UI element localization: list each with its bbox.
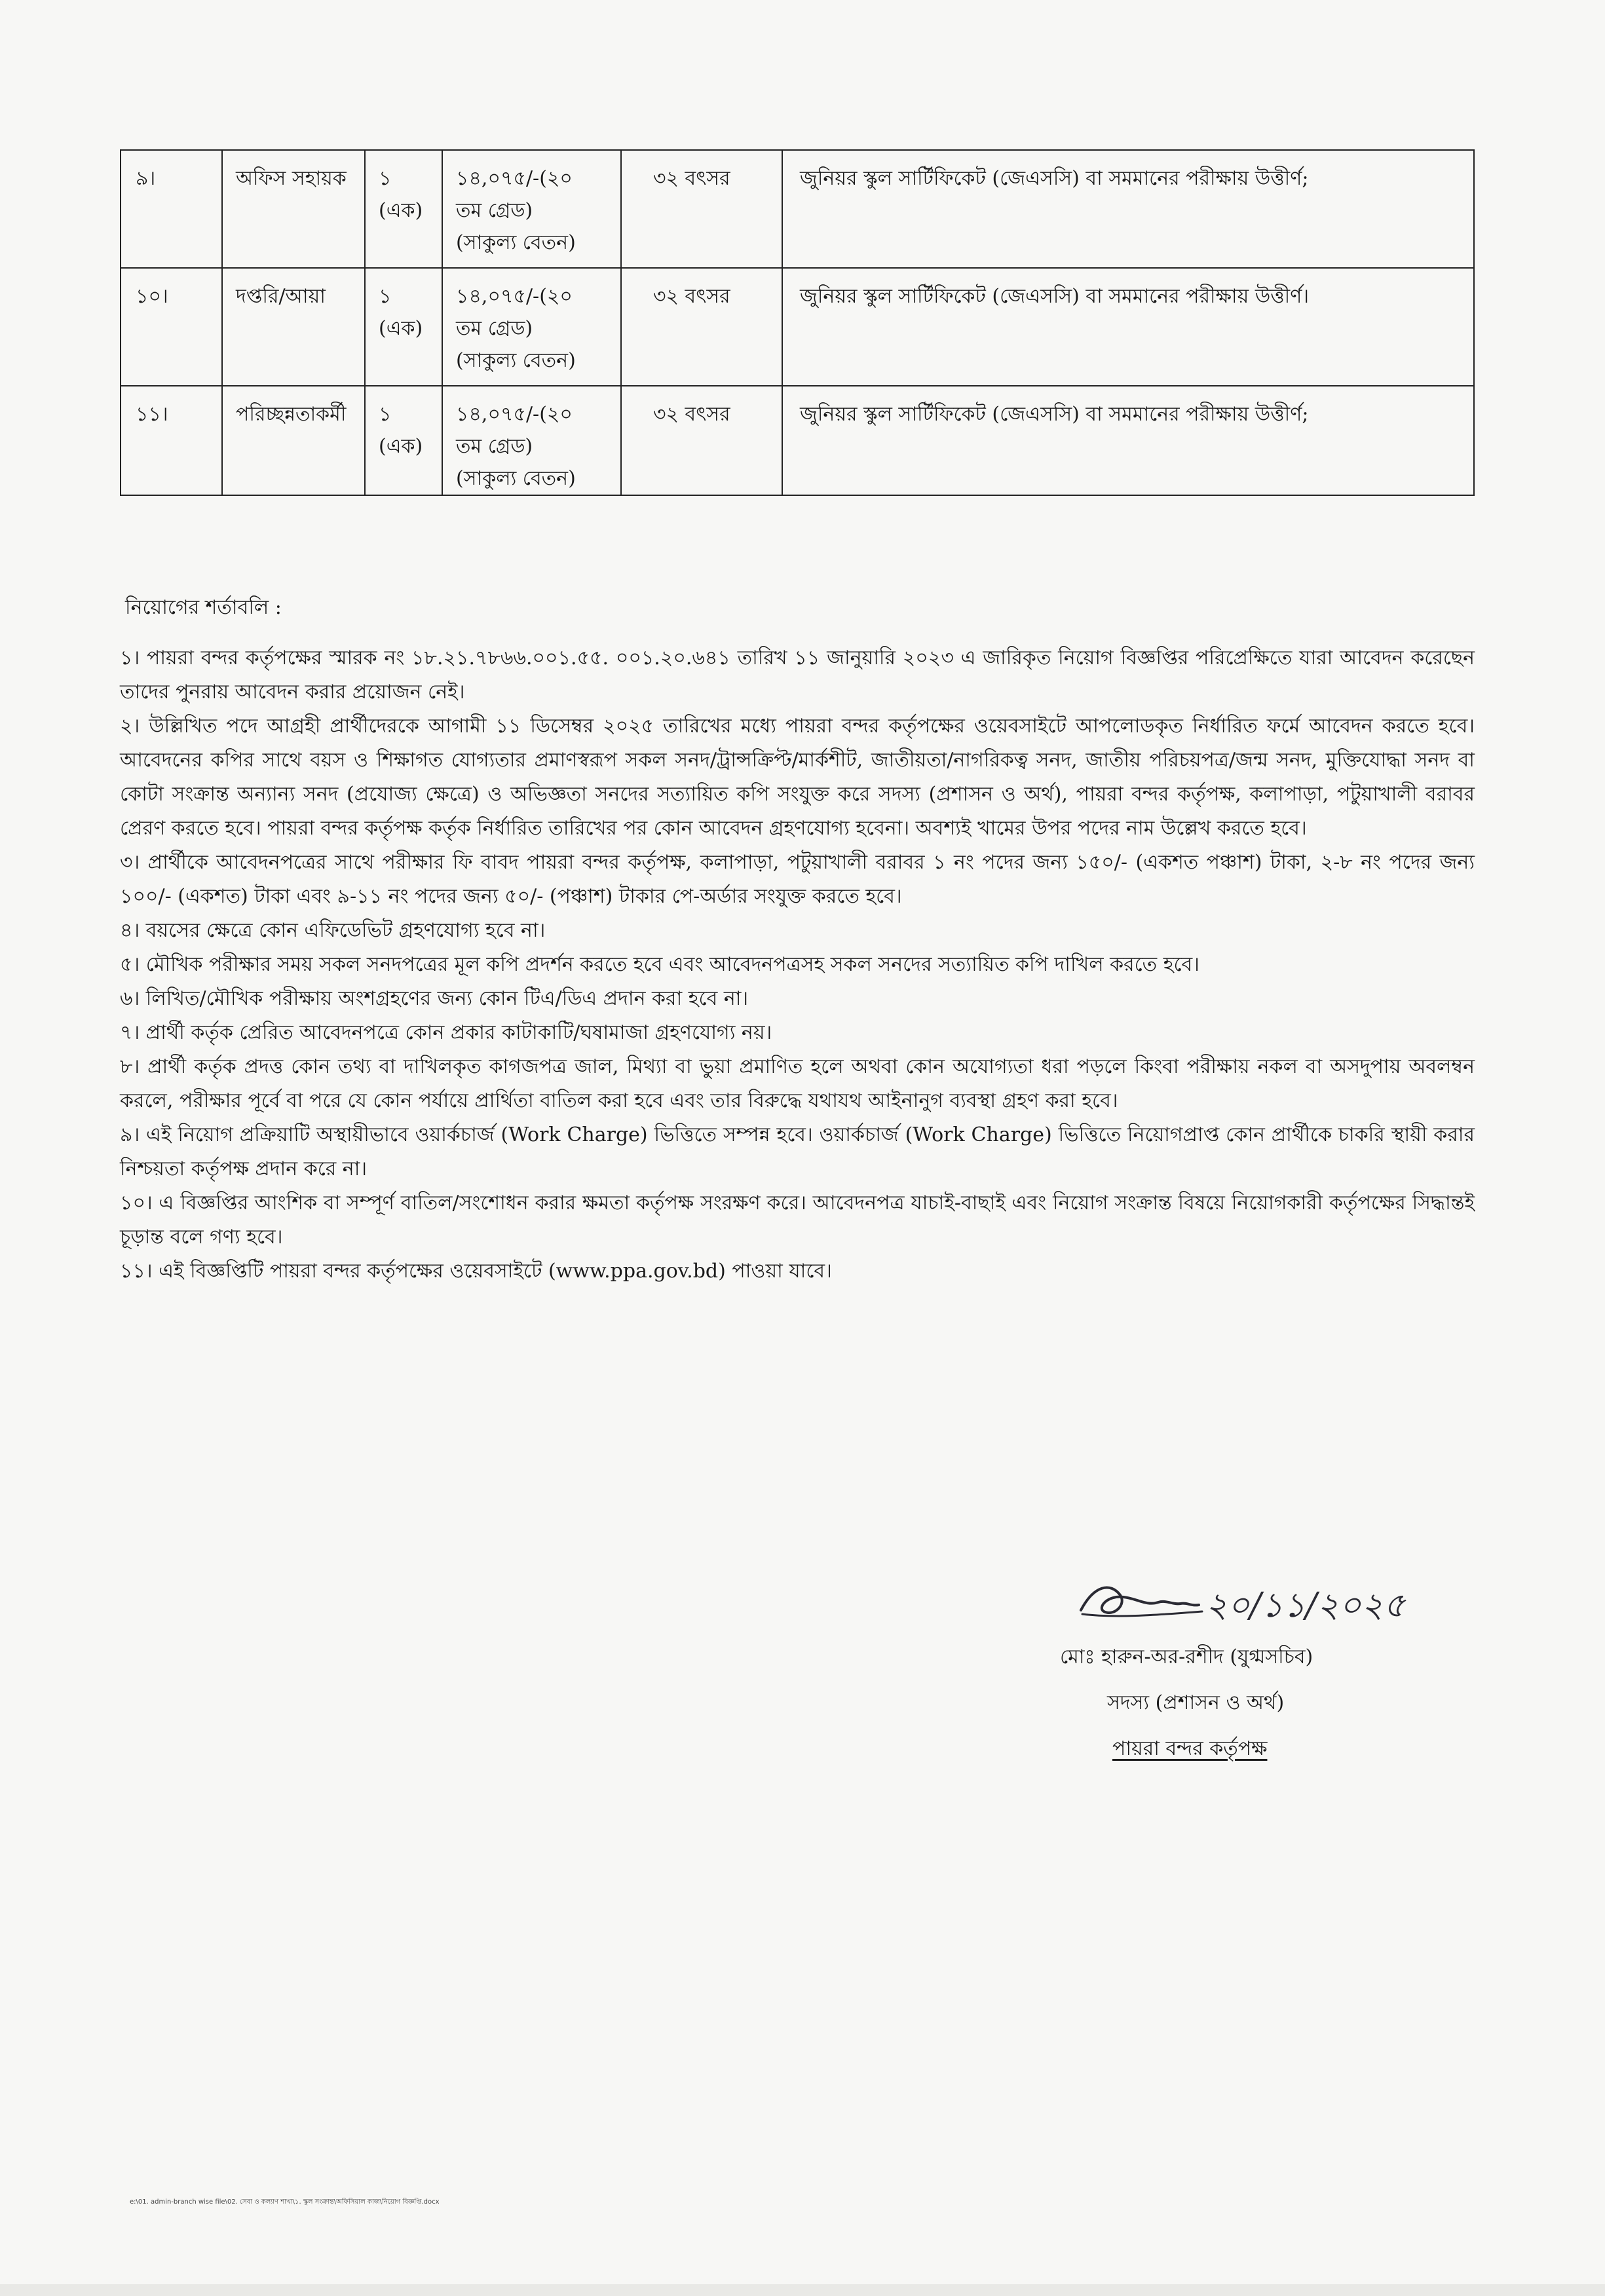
age-cell: ৩২ বৎসর bbox=[621, 268, 782, 386]
post-cell: অফিস সহায়ক bbox=[222, 150, 365, 268]
conditions-section bbox=[120, 591, 1475, 1289]
count-cell bbox=[365, 386, 442, 495]
pay-cell bbox=[442, 150, 621, 268]
pay-grade: তম গ্রেড) bbox=[456, 435, 533, 458]
count-number: ১ bbox=[379, 285, 392, 308]
table-row bbox=[121, 268, 1474, 386]
count-cell bbox=[365, 268, 442, 386]
signature-block bbox=[1015, 1559, 1474, 1775]
condition-item: ৩। প্রার্থীকে আবেদনপত্রের সাথে পরীক্ষার ফি বাবদ পায়রা বন্দর কর্তৃপক্ষ, কলাপাড়া, পটুয়াখালী বরাবর ১ নং পদের জন্য ১৫০/- (একশত পঞ্চাশ) টাকা, ২-৮ নং পদের জন্য ১০০/- (একশত) টাকা এবং ৯-১১ নং পদের জন্য ৫০/- (পঞ্চাশ) টাকার পে-অর্ডার সংযুক্ত করতে হবে। bbox=[120, 851, 1475, 908]
serial-cell: ১০। bbox=[121, 268, 222, 386]
serial-cell: ১১। bbox=[121, 386, 222, 495]
pay-amount: ১৪,০৭৫/-(২০ bbox=[456, 167, 573, 190]
signatory-name: মোঃ হারুন-অর-রশীদ (যুগ্মসচিব) bbox=[1060, 1646, 1313, 1668]
post-cell: পরিচ্ছন্নতাকর্মী bbox=[222, 386, 365, 495]
condition-item: ৮। প্রার্থী কর্তৃক প্রদত্ত কোন তথ্য বা দাখিলকৃত কাগজপত্র জাল, মিথ্যা বা ভুয়া প্রমাণিত হলে অথবা কোন অযোগ্যতা ধরা পড়লে কিংবা পরীক্ষায় নকল বা অসদুপায় অবলম্বন করলে, পরীক্ষার পূর্বে বা পরে যে কোন পর্যায়ে প্রার্থিতা বাতিল করা হবে এবং তার বিরুদ্ধে যথাযথ আইনানুগ ব্যবস্থা গ্রহণ করা হবে। bbox=[120, 1055, 1475, 1112]
pay-note: (সাকুল্য বেতন) bbox=[456, 467, 576, 490]
file-path-footer: e:\01. admin-branch wise file\02. সেবা ও কল্যাণ শাখা\১. স্কুল সংক্রান্ত\অফিসিয়াল কাজ\নিয়োগ বিজ্ঞপ্তি.docx bbox=[130, 2198, 440, 2206]
pay-amount: ১৪,০৭৫/-(২০ bbox=[456, 285, 573, 308]
age-cell: ৩২ বৎসর bbox=[621, 150, 782, 268]
table-row bbox=[121, 386, 1474, 495]
count-word: (এক) bbox=[379, 435, 423, 458]
count-number: ১ bbox=[379, 167, 392, 190]
count-number: ১ bbox=[379, 403, 392, 426]
condition-item: ৫। মৌখিক পরীক্ষার সময় সকল সনদপত্রের মূল কপি প্রদর্শন করতে হবে এবং আবেদনপত্রসহ সকল সনদের সত্যায়িত কপি দাখিল করতে হবে। bbox=[120, 953, 1199, 976]
pay-cell bbox=[442, 268, 621, 386]
condition-item: ২। উল্লিখিত পদে আগ্রহী প্রার্থীদেরকে আগামী ১১ ডিসেম্বর ২০২৫ তারিখের মধ্যে পায়রা বন্দর কর্তৃপক্ষের ওয়েবসাইটে আপলোডকৃত নির্ধারিত ফর্মে আবেদন করতে হবে। আবেদনের কপির সাথে বয়স ও শিক্ষাগত যোগ্যতার প্রমাণস্বরূপ সকল সনদ/ট্রান্সক্রিপ্ট/মার্কশীট, জাতীয়তা/নাগরিকত্ব সনদ, জাতীয় পরিচয়পত্র/জন্ম সনদ, মুক্তিযোদ্ধা সনদ বা কোটা সংক্রান্ত অন্যান্য সনদ (প্রযোজ্য ক্ষেত্রে) ও অভিজ্ঞতা সনদের সত্যায়িত কপি সংযুক্ত করে সদস্য (প্রশাসন ও অর্থ), পায়রা বন্দর কর্তৃপক্ষ, কলাপাড়া, পটুয়াখালী বরাবর প্রেরণ করতে হবে। পায়রা বন্দর কর্তৃপক্ষ কর্তৃক নির্ধারিত তারিখের পর কোন আবেদন গ্রহণযোগ্য হবেনা। অবশ্যই খামের উপর পদের নাম উল্লেখ করতে হবে। bbox=[120, 715, 1475, 840]
pay-grade: তম গ্রেড) bbox=[456, 199, 533, 222]
pay-amount: ১৪,০৭৫/-(২০ bbox=[456, 403, 573, 426]
qualification-cell: জুনিয়র স্কুল সার্টিফিকেট (জেএসসি) বা সমমানের পরীক্ষায় উত্তীর্ণ; bbox=[782, 150, 1474, 268]
signatory-organization: পায়রা বন্দর কর্তৃপক্ষ bbox=[1112, 1737, 1268, 1760]
jobs-table bbox=[120, 149, 1475, 496]
qualification-cell: জুনিয়র স্কুল সার্টিফিকেট (জেএসসি) বা সমমানের পরীক্ষায় উত্তীর্ণ; bbox=[782, 386, 1474, 495]
age-cell: ৩২ বৎসর bbox=[621, 386, 782, 495]
count-cell bbox=[365, 150, 442, 268]
condition-item: ৪। বয়সের ক্ষেত্রে কোন এফিডেভিট গ্রহণযোগ্য হবে না। bbox=[120, 919, 546, 942]
scan-edge bbox=[0, 2284, 1605, 2296]
pay-grade: তম গ্রেড) bbox=[456, 317, 533, 340]
serial-cell: ৯। bbox=[121, 150, 222, 268]
handwritten-signature bbox=[1074, 1559, 1428, 1631]
signatory-title: সদস্য (প্রশাসন ও অর্থ) bbox=[1107, 1691, 1285, 1714]
condition-item: ৯। এই নিয়োগ প্রক্রিয়াটি অস্থায়ীভাবে ওয়ার্কচার্জ (Work Charge) ভিত্তিতে সম্পন্ন হবে। ওয়ার্কচার্জ (Work Charge) ভিত্তিতে নিয়োগপ্রাপ্ত কোন প্রার্থীকে চাকরি স্থায়ী করার নিশ্চয়তা কর্তৃপক্ষ প্রদান করে না। bbox=[120, 1123, 1475, 1180]
qualification-cell: জুনিয়র স্কুল সার্টিফিকেট (জেএসসি) বা সমমানের পরীক্ষায় উত্তীর্ণ। bbox=[782, 268, 1474, 386]
count-word: (এক) bbox=[379, 199, 423, 222]
pay-note: (সাকুল্য বেতন) bbox=[456, 349, 576, 372]
table-row bbox=[121, 150, 1474, 268]
post-cell: দপ্তরি/আয়া bbox=[222, 268, 365, 386]
count-word: (এক) bbox=[379, 317, 423, 340]
condition-item: ৭। প্রার্থী কর্তৃক প্রেরিত আবেদনপত্রে কোন প্রকার কাটাকাটি/ঘষামাজা গ্রহণযোগ্য নয়। bbox=[120, 1021, 772, 1044]
conditions-heading: নিয়োগের শর্তাবলি : bbox=[125, 596, 282, 619]
pay-note: (সাকুল্য বেতন) bbox=[456, 231, 576, 254]
condition-item: ১০। এ বিজ্ঞপ্তির আংশিক বা সম্পূর্ণ বাতিল/সংশোধন করার ক্ষমতা কর্তৃপক্ষ সংরক্ষণ করে। আবেদনপত্র যাচাই-বাছাই এবং নিয়োগ সংক্রান্ত বিষয়ে নিয়োগকারী কর্তৃপক্ষের সিদ্ধান্তই চূড়ান্ত বলে গণ্য হবে। bbox=[120, 1192, 1475, 1249]
handwritten-date: ২০/১১/২০২৫ bbox=[1205, 1586, 1406, 1625]
condition-item: ১। পায়রা বন্দর কর্তৃপক্ষের স্মারক নং ১৮.২১.৭৮৬৬.০০১.৫৫. ০০১.২০.৬৪১ তারিখ ১১ জানুয়ারি ২০২৩ এ জারিকৃত নিয়োগ বিজ্ঞপ্তির পরিপ্রেক্ষিতে যারা আবেদন করেছেন তাদের পুনরায় আবেদন করার প্রয়োজন নেই। bbox=[120, 647, 1475, 704]
pay-cell bbox=[442, 386, 621, 495]
condition-item: ১১। এই বিজ্ঞপ্তিটি পায়রা বন্দর কর্তৃপক্ষের ওয়েবসাইটে (www.ppa.gov.bd) পাওয়া যাবে। bbox=[120, 1260, 832, 1283]
condition-item: ৬। লিখিত/মৌখিক পরীক্ষায় অংশগ্রহণের জন্য কোন টিএ/ডিএ প্রদান করা হবে না। bbox=[120, 987, 749, 1010]
